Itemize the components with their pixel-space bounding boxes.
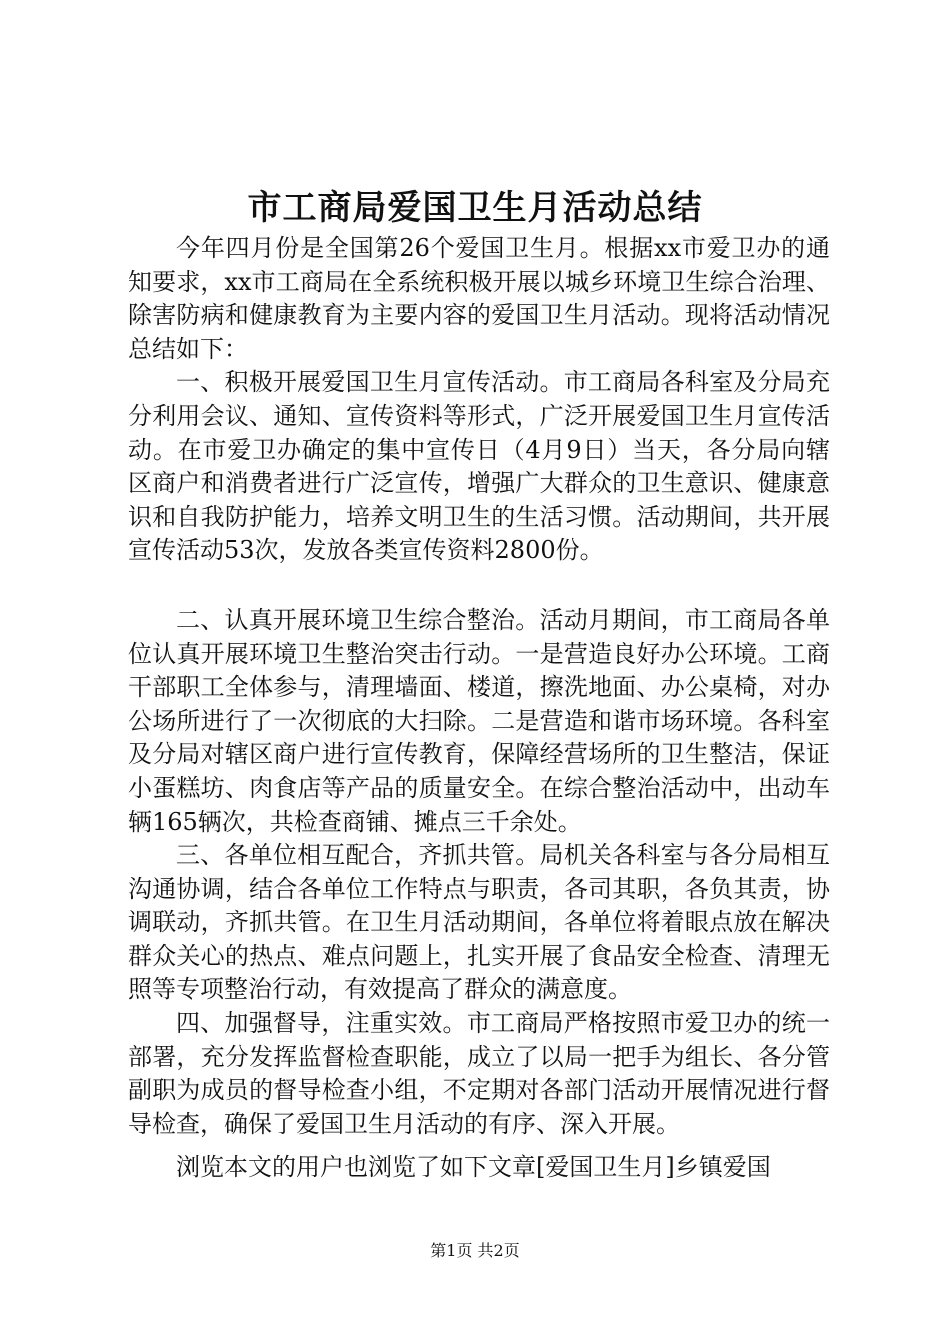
page-footer: 第1页 共2页 <box>430 1241 520 1260</box>
document-title: 市工商局爱国卫生月活动总结 <box>247 188 703 228</box>
related-articles-text: 浏览本文的用户也浏览了如下文章[爱国卫生月]乡镇爱国 <box>176 1153 771 1181</box>
paragraph-section-1: 一、积极开展爱国卫生月宣传活动。市工商局各科室及分局充分利用会议、通知、宣传资料等形式，广泛开展爱国卫生月宣传活动。在市爱卫办确定的集中宣传日（4月9日）当天，各分局向辖区商户和消费者进行广泛宣传，增强广大群众的卫生意识、健康意识和自我防护能力，培养文明卫生的生活习惯。活动期间，共开展宣传活动53次，发放各类宣传资料2800份。 <box>128 368 830 565</box>
paragraph-section-2: 二、认真开展环境卫生综合整治。活动月期间，市工商局各单位认真开展环境卫生整治突击行动。一是营造良好办公环境。工商干部职工全体参与，清理墙面、楼道，擦洗地面、办公桌椅，对办公场所进行了一次彻底的大扫除。二是营造和谐市场环境。各科室及分局对辖区商户进行宣传教育，保障经营场所的卫生整洁，保证小蛋糕坊、肉食店等产品的质量安全。在综合整治活动中，出动车辆165辆次，共检查商铺、摊点三千余处。 <box>128 605 830 836</box>
paragraph-section-3: 三、各单位相互配合，齐抓共管。局机关各科室与各分局相互沟通协调，结合各单位工作特点与职责，各司其职，各负其责，协调联动，齐抓共管。在卫生月活动期间，各单位将着眼点放在解决群众关心的热点、难点问题上，扎实开展了食品安全检查、清理无照等专项整治行动，有效提高了群众的满意度。 <box>128 841 830 1004</box>
paragraph-section-4: 四、加强督导，注重实效。市工商局严格按照市爱卫办的统一部署，充分发挥监督检查职能，成立了以局一把手为组长、各分管副职为成员的督导检查小组，不定期对各部门活动开展情况进行督导检查，确保了爱国卫生月活动的有序、深入开展。 <box>128 1009 830 1138</box>
document-body <box>128 232 830 1141</box>
paragraph-intro: 今年四月份是全国第26个爱国卫生月。根据xx市爱卫办的通知要求，xx市工商局在全系统积极开展以城乡环境卫生综合治理、除害防病和健康教育为主要内容的爱国卫生月活动。现将活动情况总结如下： <box>128 234 830 363</box>
